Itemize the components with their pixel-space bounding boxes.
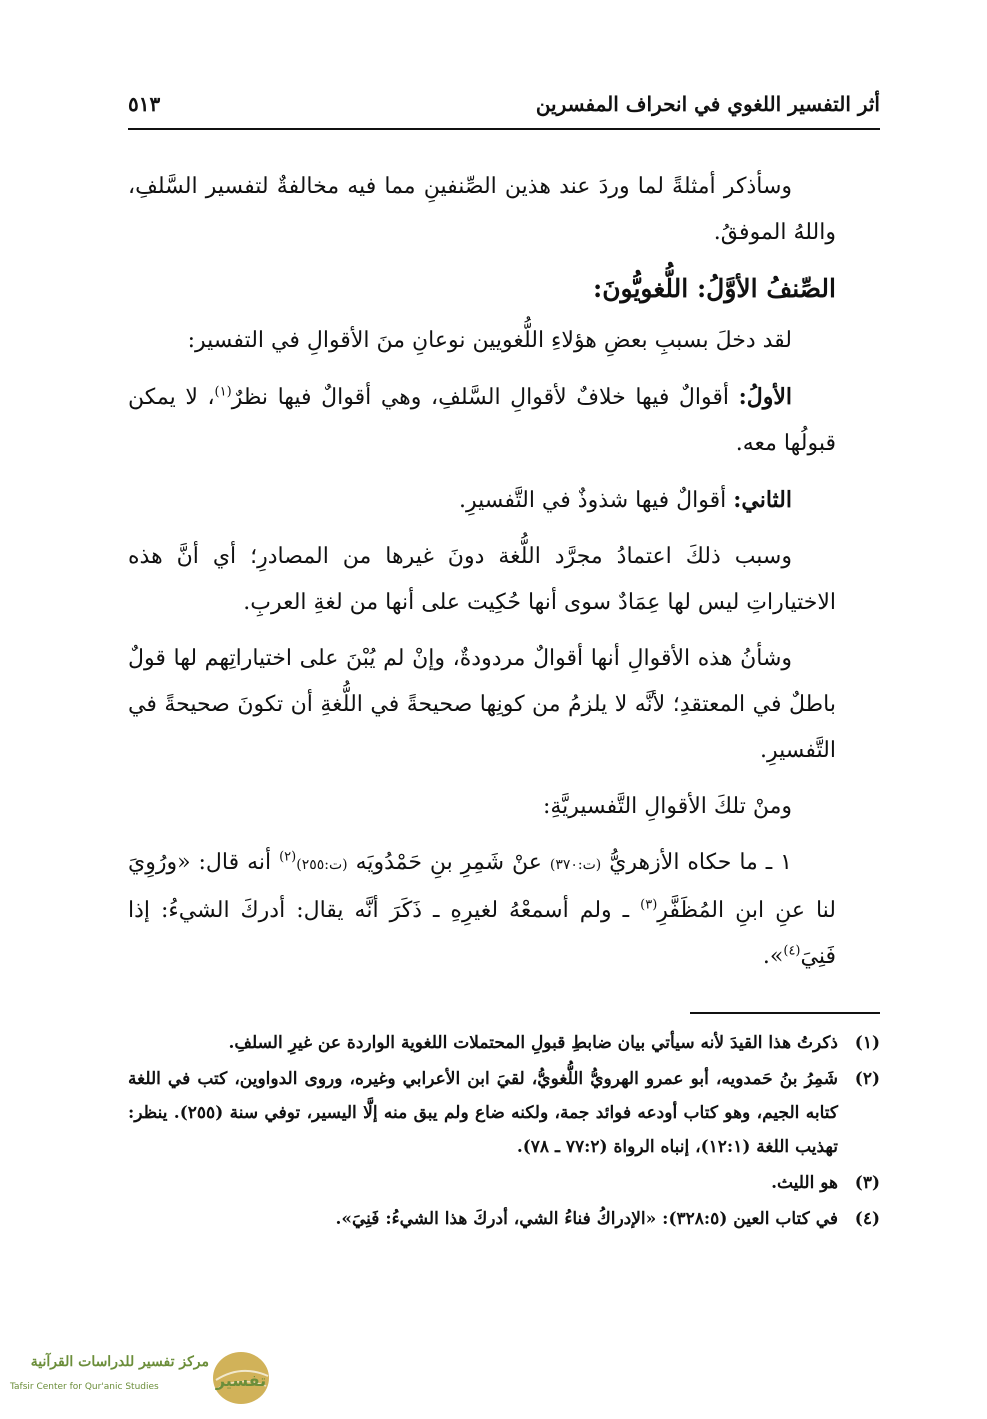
footnote-ref[interactable]: (٣) bbox=[640, 897, 658, 913]
paragraph: وسأذكر أمثلةً لما وردَ عند هذين الصِّنفينِ مما فيه مخالفةٌ لتفسير السَّلفِ، واللهُ الموفقُ. bbox=[128, 174, 836, 245]
footnote-number: (١) bbox=[854, 1033, 880, 1053]
footnote-text: في كتاب العين (٣٢٨:٥): «الإدراكُ فناءُ الشي، أدركَ هذا الشيءُ: فَنِيَ». bbox=[335, 1209, 838, 1229]
footnote-divider bbox=[690, 1012, 880, 1014]
footnote-number: (٣) bbox=[854, 1173, 880, 1193]
publisher-logo bbox=[4, 1346, 274, 1416]
footnote-number: (٤) bbox=[854, 1209, 880, 1229]
page-number: ٥١٣ bbox=[128, 92, 161, 116]
footnote-ref[interactable]: (٢) bbox=[279, 849, 297, 865]
paragraph-lead: الأولُ: bbox=[738, 384, 792, 410]
paragraph-text: أقوالٌ فيها شذوذٌ في التَّفسيرِ. bbox=[458, 488, 734, 513]
logo-arabic-text: مركز تفسير للدراسات القرآنية bbox=[30, 1354, 209, 1370]
footnote-text: ذكرتُ هذا القيدَ لأنه سيأتي بيان ضابطِ قبولِ المحتملات اللغوية الواردة عن غيرِ السلفِ. bbox=[228, 1033, 838, 1053]
paragraph-text: ». bbox=[762, 944, 784, 969]
footnote-number: (٢) bbox=[854, 1069, 880, 1089]
paragraph-text: أقوالٌ فيها خلافٌ لأقوالِ السَّلفِ، وهي أقوالٌ فيها نظرٌ bbox=[231, 385, 739, 410]
death-date: (ت:٢٥٥) bbox=[296, 857, 348, 873]
logo-english-text: Tafsir Center for Qur'anic Studies bbox=[10, 1382, 159, 1392]
paragraph: لقد دخلَ بسببِ بعضِ هؤلاءِ اللُّغويين نوعانِ منَ الأقوالِ في التفسير: bbox=[187, 328, 792, 353]
paragraph bbox=[128, 477, 836, 524]
logo-globe-icon bbox=[210, 1346, 272, 1410]
paragraph-text: ـ ولم أسمعْهُ لغيرِهِ ـ ذَكَرَ أنَّه يقال: أدركَ الشيءُ: إذا فَنِيَ bbox=[128, 898, 836, 969]
running-title: أثر التفسير اللغوي في انحراف المفسرين bbox=[535, 92, 880, 116]
logo-mark-text: تفسير bbox=[215, 1371, 267, 1390]
footnote bbox=[128, 1166, 880, 1200]
paragraph-text: ١ ـ ما حكاه الأزهريُّ bbox=[601, 850, 792, 875]
paragraph-text: ، لا يمكن قبولُها معه. bbox=[128, 385, 836, 456]
paragraph-text: عنْ شَمِرِ بنِ حَمْدُويَه bbox=[347, 850, 550, 875]
footnotes bbox=[128, 1026, 880, 1238]
paragraph bbox=[128, 840, 836, 980]
footnote-ref[interactable]: (٤) bbox=[783, 943, 801, 959]
paragraph-text: أنه قال: «ورُوِيَ لنا عنِ ابنِ المُظَفَّرِ bbox=[128, 850, 837, 923]
paragraph bbox=[128, 374, 836, 467]
paragraph: وشأنُ هذه الأقوالِ أنها أقوالٌ مردودةٌ، وإنْ لم يُبْنَ على اختياراتِهم لها قولٌ باطلٌ في المعتقدِ؛ لأنَّه لا يلزمُ من كونِها صحيحةً في اللُّغةِ أن تكونَ صحيحةً في التَّفسيرِ. bbox=[128, 646, 836, 763]
footnote-text: شَمِرُ بنُ حَمدويه، أبو عمرو الهرويُّ اللُّغويُّ، لقيَ ابن الأعرابي وغيره، وروى الدواوين، كتب في اللغة كتابه الجيم، وهو كتاب أودعه فوائد جمة، ولكنه ضاع ولم يبق منه إلَّا اليسير، توفي سنة (٢٥٥). ينظر: تهذيب اللغة (١٢:١)، إنباه الرواة (٧٧:٢ ـ ٧٨). bbox=[128, 1069, 838, 1157]
section-heading: الصِّنفُ الأوَّلُ: اللُّغويُّونَ: bbox=[592, 274, 836, 303]
paragraph-lead: الثاني: bbox=[733, 487, 792, 513]
footnote-text: هو الليث. bbox=[771, 1173, 838, 1193]
main-text bbox=[128, 164, 836, 990]
death-date: (ت:٣٧٠) bbox=[549, 857, 602, 873]
footnote bbox=[128, 1202, 880, 1236]
footnote-ref[interactable]: (١) bbox=[214, 384, 232, 400]
footnote bbox=[128, 1026, 880, 1060]
paragraph: ومنْ تلكَ الأقوالِ التَّفسيريَّةِ: bbox=[542, 794, 792, 819]
footnote bbox=[128, 1062, 880, 1164]
running-header bbox=[128, 88, 880, 130]
paragraph: وسبب ذلكَ اعتمادُ مجرَّد اللُّغة دونَ غيرها من المصادرِ؛ أي أنَّ هذه الاختياراتِ ليس لها عِمَادٌ سوى أنها حُكِيت على أنها من لغةِ العربِ. bbox=[128, 544, 836, 615]
